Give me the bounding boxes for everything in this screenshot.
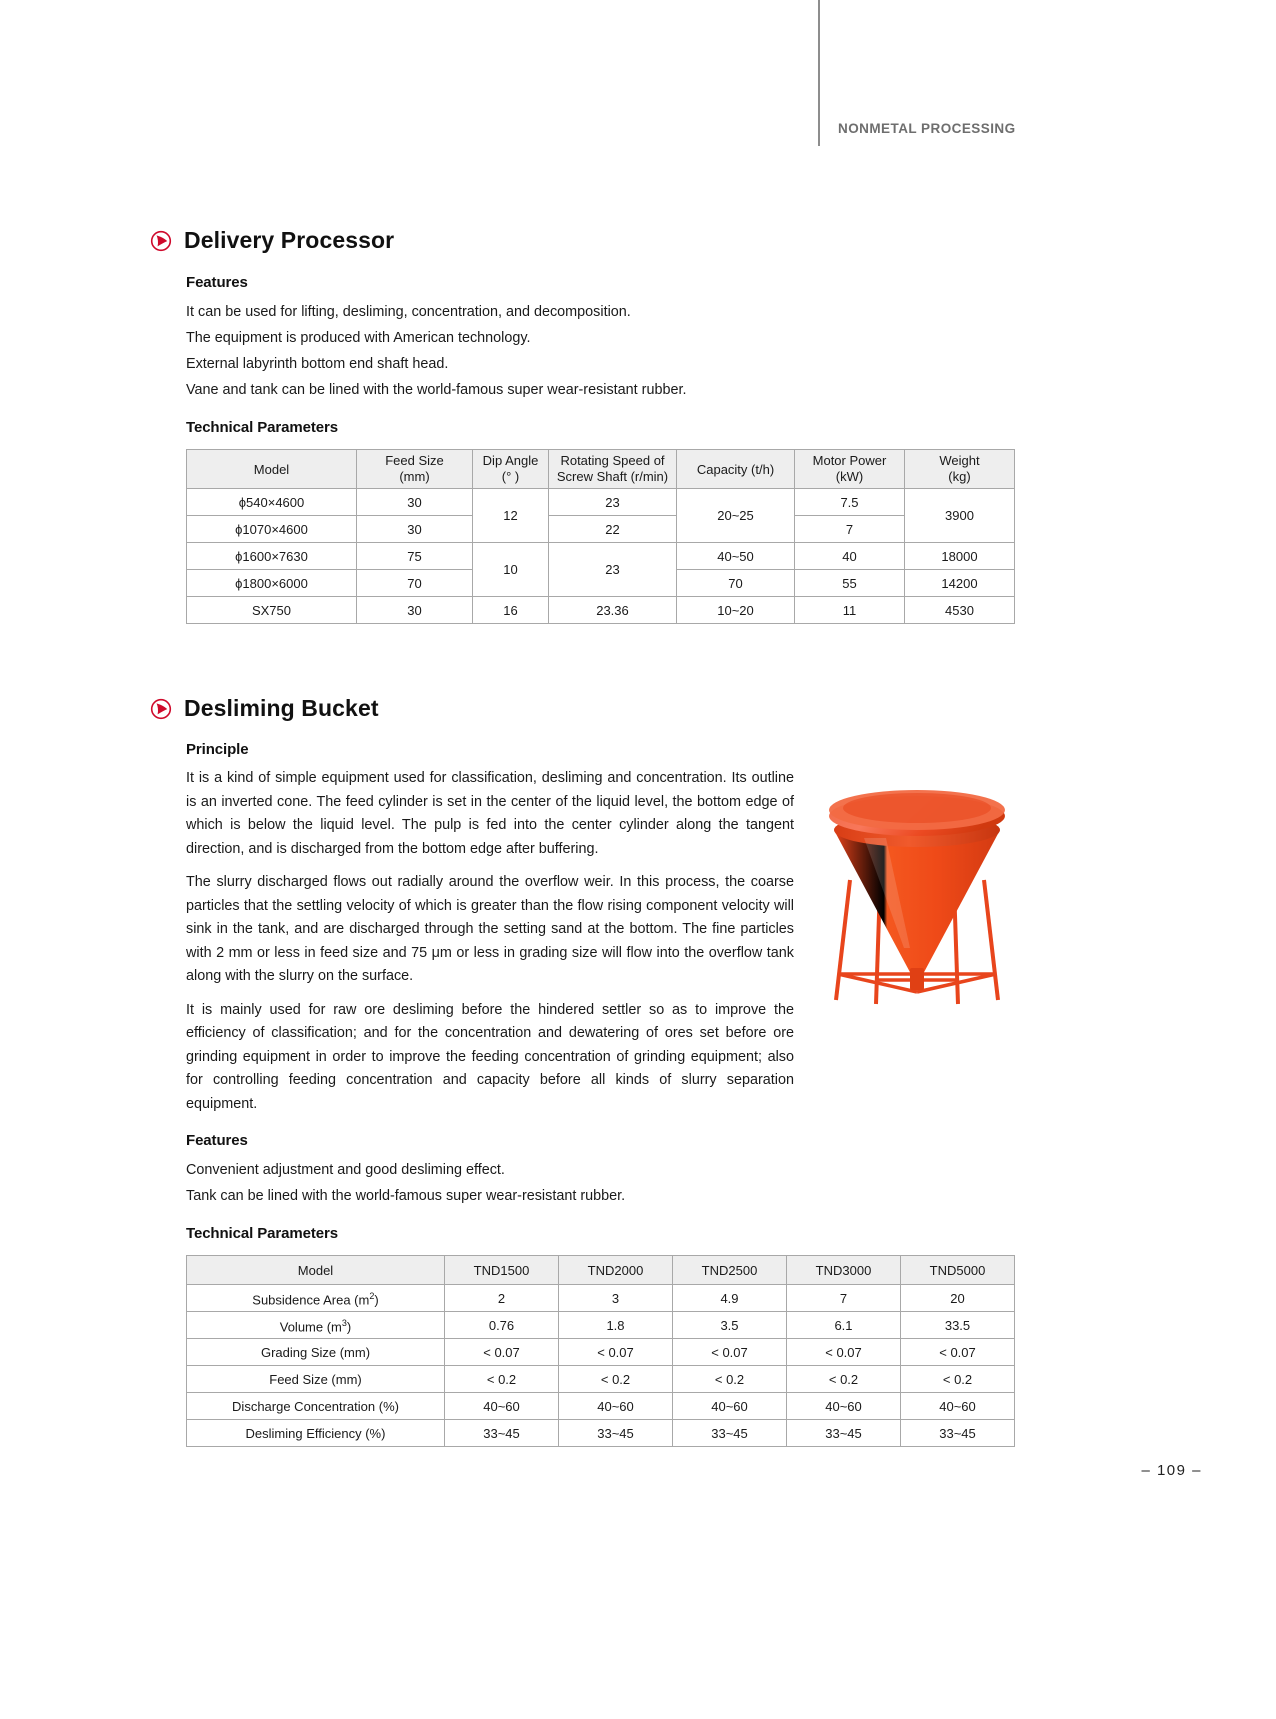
cell-capacity: 70 [677, 570, 795, 597]
section-heading-desliming-bucket [150, 697, 1014, 720]
section-title-text: Delivery Processor [184, 227, 395, 253]
cell-value: 20 [901, 1285, 1015, 1312]
cell-value: 33~45 [901, 1420, 1015, 1447]
desliming-bucket-parameter-table [186, 1255, 1015, 1447]
table-header-row [187, 1256, 1015, 1285]
cell-value: < 0.2 [445, 1366, 559, 1393]
col-header-model: Model [187, 450, 357, 489]
cell-weight: 3900 [905, 489, 1015, 543]
cell-model: ϕ1070×4600 [187, 516, 357, 543]
cell-motor-power: 7 [795, 516, 905, 543]
cell-capacity: 20~25 [677, 489, 795, 543]
col-header-model-tnd3000: TND3000 [787, 1256, 901, 1285]
cell-value: 7 [787, 1285, 901, 1312]
section-title-text: Desliming Bucket [184, 695, 379, 721]
col-header-model: Model [187, 1256, 445, 1285]
cell-value: < 0.2 [901, 1366, 1015, 1393]
row-label-grading-size: Grading Size (mm) [187, 1339, 445, 1366]
arrow-bullet-icon [150, 230, 172, 252]
principle-paragraph: It is a kind of simple equipment used for classification, desliming and concentration. Its outline is an inverted cone. The feed cylinder is set in the center of the liquid level, the bottom edge of which is below the liquid level. The pulp is fed into the center cylinder along the tangent direction, and is discharged from the bottom edge after buffering. [186, 770, 794, 857]
cell-value: 40~60 [901, 1393, 1015, 1420]
cell-model: ϕ1600×7630 [187, 543, 357, 570]
table-row [187, 489, 1015, 516]
cell-value: 40~60 [673, 1393, 787, 1420]
cell-model: SX750 [187, 597, 357, 624]
cell-speed: 22 [549, 516, 677, 543]
content-column [184, 0, 1202, 1479]
features-heading-1: Features [186, 274, 248, 291]
cell-dip-angle: 12 [473, 489, 549, 543]
row-label-desliming-efficiency: Desliming Efficiency (%) [187, 1420, 445, 1447]
cell-dip-angle: 16 [473, 597, 549, 624]
table-row [187, 1339, 1015, 1366]
cell-capacity: 40~50 [677, 543, 795, 570]
col-header-weight: Weight (kg) [905, 450, 1015, 489]
cell-motor-power: 7.5 [795, 489, 905, 516]
col-header-motor-power: Motor Power (kW) [795, 450, 905, 489]
col-header-capacity: Capacity (t/h) [677, 450, 795, 489]
row-label-volume: Volume $(m^3)$ [187, 1312, 445, 1339]
cell-value: < 0.07 [787, 1339, 901, 1366]
cell-value: < 0.07 [901, 1339, 1015, 1366]
row-label-feed-size: Feed Size (mm) [187, 1366, 445, 1393]
col-header-model-tnd5000: TND5000 [901, 1256, 1015, 1285]
cell-value: 4.9 [673, 1285, 787, 1312]
cell-value: 2 [445, 1285, 559, 1312]
cell-motor-power: 40 [795, 543, 905, 570]
col-header-model-tnd1500: TND1500 [445, 1256, 559, 1285]
cell-feed-size: 70 [357, 570, 473, 597]
col-header-model-tnd2500: TND2500 [673, 1256, 787, 1285]
cell-weight: 14200 [905, 570, 1015, 597]
cell-value: < 0.07 [445, 1339, 559, 1366]
col-header-rotating-speed: Rotating Speed of Screw Shaft (r/min) [549, 450, 677, 489]
table-row [187, 1420, 1015, 1447]
cell-value: < 0.07 [673, 1339, 787, 1366]
feature-line: External labyrinth bottom end shaft head. [186, 356, 449, 372]
col-header-feed-size: Feed Size (mm) [357, 450, 473, 489]
cell-feed-size: 30 [357, 597, 473, 624]
cell-motor-power: 55 [795, 570, 905, 597]
row-label-subsidence-area: Subsidence Area $(m^2)$ [187, 1285, 445, 1312]
cell-dip-angle: 10 [473, 543, 549, 597]
feature-line: The equipment is produced with American technology. [186, 330, 531, 346]
arrow-bullet-icon [150, 698, 172, 720]
table-row [187, 1312, 1015, 1339]
cell-speed: 23 [549, 543, 677, 597]
table-header-row [187, 450, 1015, 489]
cell-value: 33.5 [901, 1312, 1015, 1339]
cell-feed-size: 75 [357, 543, 473, 570]
table-row [187, 1366, 1015, 1393]
table-row [187, 1393, 1015, 1420]
principle-paragraph: It is mainly used for raw ore desliming before the hindered settler so as to improve the efficiency of classification; and for the concentration and dewatering of ores set before ore grinding equipment in order to improve the feeding concentration of grinding equipment; also for controlling feeding concentration and capacity before all kinds of slurry separation equipment. [186, 1001, 794, 1112]
cell-weight: 18000 [905, 543, 1015, 570]
cell-value: 1.8 [559, 1312, 673, 1339]
technical-parameters-heading-2: Technical Parameters [186, 1225, 338, 1242]
cell-value: < 0.2 [787, 1366, 901, 1393]
cell-value: 0.76 [445, 1312, 559, 1339]
cell-value: 6.1 [787, 1312, 901, 1339]
cell-feed-size: 30 [357, 516, 473, 543]
feature-line: Vane and tank can be lined with the world-famous super wear-resistant rubber. [186, 382, 687, 398]
cell-model: ϕ540×4600 [187, 489, 357, 516]
cell-feed-size: 30 [357, 489, 473, 516]
cell-motor-power: 11 [795, 597, 905, 624]
table-row [187, 1285, 1015, 1312]
principle-paragraph: The slurry discharged flows out radially around the overflow weir. In this process, the coarse particles that the settling velocity of which is greater than the flow rising component velocity will sink in the tank, and are discharged through the setting sand at the bottom. The fine particles with 2 mm or less in feed size and 75 μm or less in grading size will flow into the overflow tank along with the slurry on the surface. [186, 874, 794, 984]
cell-value: 33~45 [673, 1420, 787, 1447]
cell-value: 3 [559, 1285, 673, 1312]
feature-line: Convenient adjustment and good desliming effect. [186, 1162, 505, 1178]
cell-value: < 0.2 [673, 1366, 787, 1393]
cell-value: 3.5 [673, 1312, 787, 1339]
cell-value: < 0.2 [559, 1366, 673, 1393]
cell-value: 40~60 [787, 1393, 901, 1420]
principle-heading: Principle [186, 741, 249, 758]
cell-value: 40~60 [559, 1393, 673, 1420]
row-label-discharge-concentration: Discharge Concentration (%) [187, 1393, 445, 1420]
cell-value: 40~60 [445, 1393, 559, 1420]
features-heading-2: Features [186, 1132, 248, 1149]
cell-model: ϕ1800×6000 [187, 570, 357, 597]
cell-value: 33~45 [559, 1420, 673, 1447]
table-row [187, 543, 1015, 570]
cell-value: < 0.07 [559, 1339, 673, 1366]
col-header-dip-angle: Dip Angle (° ) [473, 450, 549, 489]
cell-capacity: 10~20 [677, 597, 795, 624]
feature-line: Tank can be lined with the world-famous super wear-resistant rubber. [186, 1188, 626, 1204]
table-row [187, 516, 1015, 543]
table-row [187, 597, 1015, 624]
col-header-model-tnd2000: TND2000 [559, 1256, 673, 1285]
delivery-processor-parameter-table [186, 449, 1015, 624]
section-heading-delivery-processor [150, 229, 1014, 252]
technical-parameters-heading-1: Technical Parameters [186, 419, 338, 436]
cell-value: 33~45 [445, 1420, 559, 1447]
cell-weight: 4530 [905, 597, 1015, 624]
running-header-title: NONMETAL PROCESSING [838, 121, 1016, 136]
cell-speed: 23 [549, 489, 677, 516]
cell-value: 33~45 [787, 1420, 901, 1447]
cell-speed: 23.36 [549, 597, 677, 624]
page-number: – 109 – [1141, 1462, 1202, 1479]
feature-line: It can be used for lifting, desliming, concentration, and decomposition. [186, 304, 631, 320]
